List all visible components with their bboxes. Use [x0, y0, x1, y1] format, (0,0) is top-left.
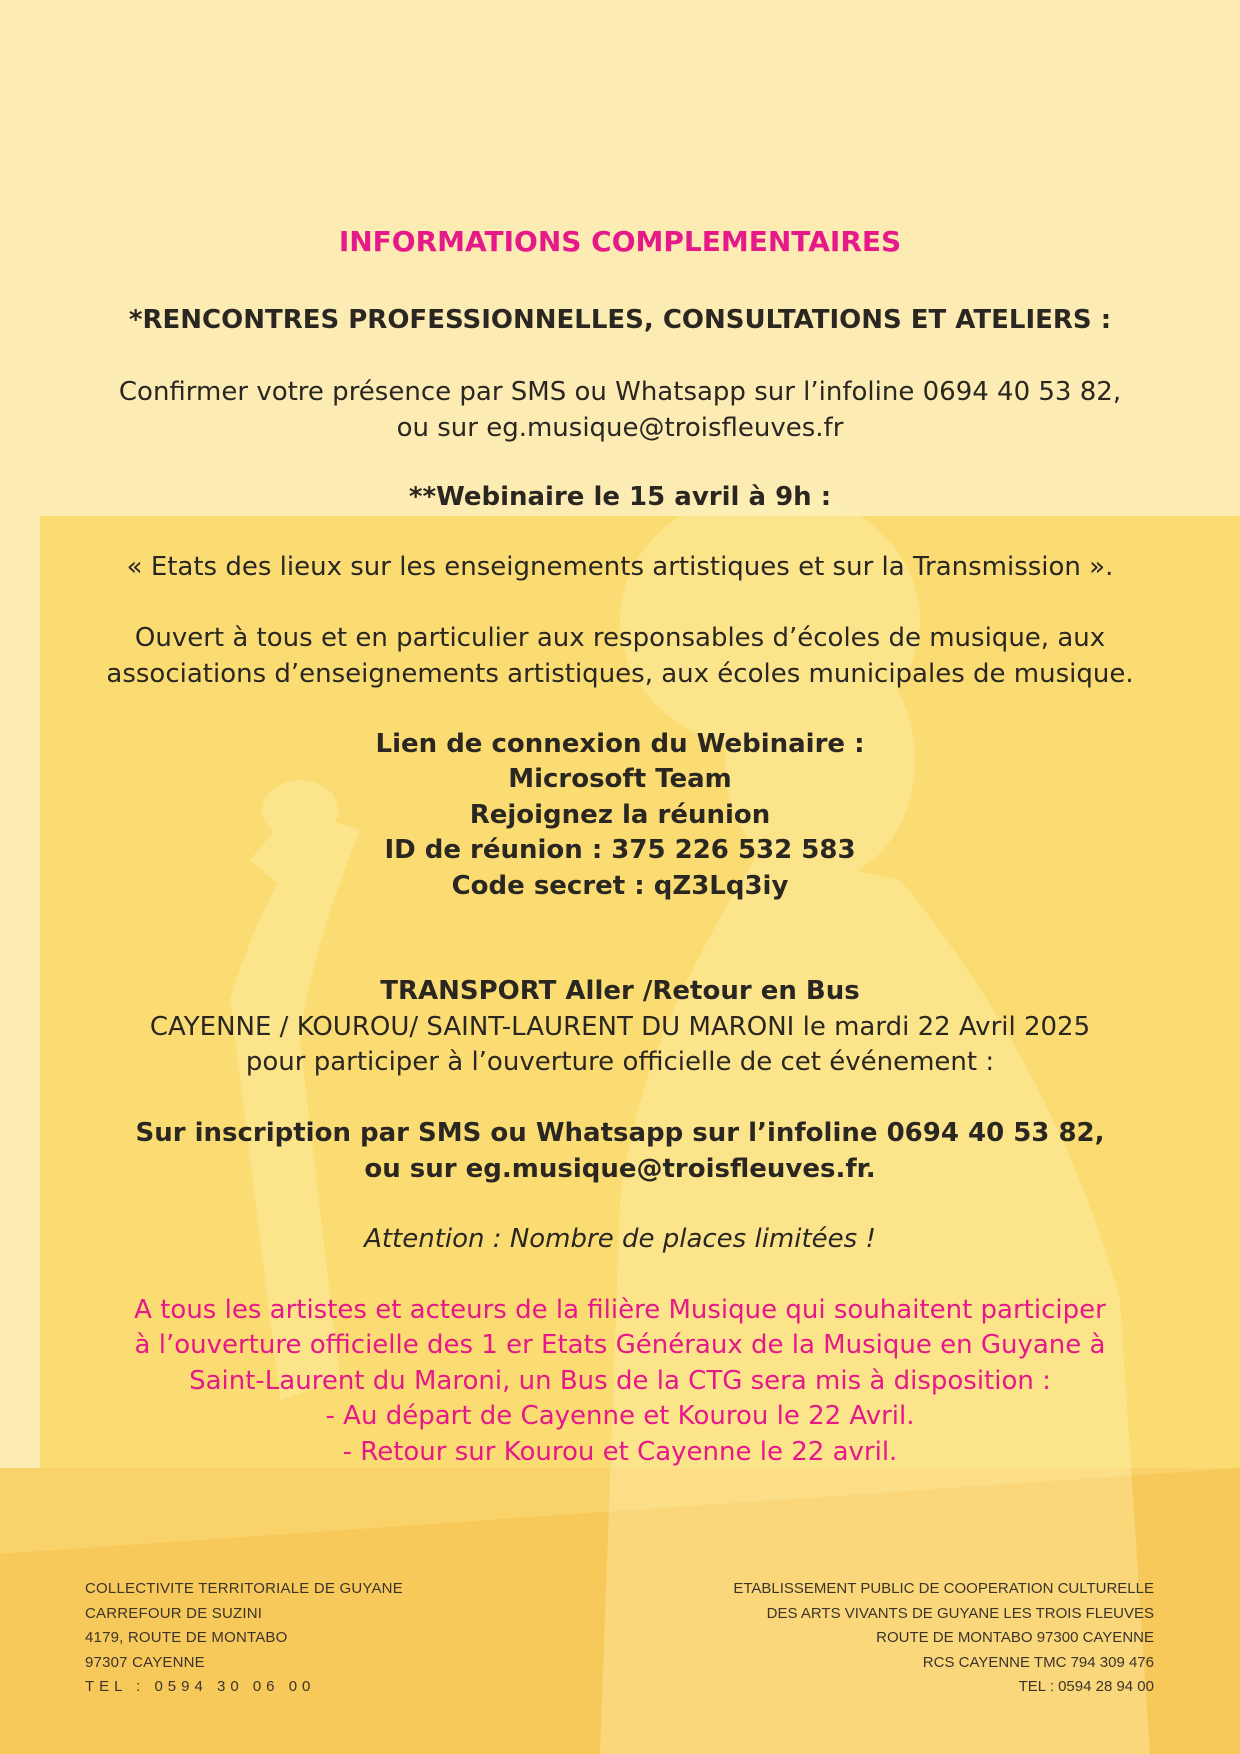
rencontres-line-2: ou sur eg.musique@troisfleuves.fr: [396, 413, 844, 443]
notice-line-5: - Retour sur Kourou et Cayenne le 22 avril.: [342, 1437, 898, 1467]
transport-route: CAYENNE / KOUROU/ SAINT-LAURENT DU MARONI le mardi 22 Avril 2025: [149, 1012, 1091, 1042]
places-warning: Attention : Nombre de places limitées !: [364, 1224, 876, 1254]
rencontres-line-1: Confirmer votre présence par SMS ou Whatsapp sur l’infoline 0694 40 53 82,: [118, 377, 1122, 407]
transport-purpose: pour participer à l’ouverture officielle de cet événement :: [245, 1047, 995, 1077]
webinaire-join-link[interactable]: Rejoignez la réunion: [469, 800, 771, 830]
footer-left-line-2: CARREFOUR DE SUZINI: [85, 1604, 263, 1622]
footer-address-trois-fleuves: [733, 1577, 1154, 1700]
page-title: INFORMATIONS COMPLEMENTAIRES: [338, 225, 902, 258]
footer-left-line-4: 97307 CAYENNE: [85, 1653, 205, 1671]
footer-right-line-2: DES ARTS VIVANTS DE GUYANE LES TROIS FLEUVES: [766, 1604, 1154, 1622]
notice-line-2: à l’ouverture officielle des 1 er Etats Généraux de la Musique en Guyane à: [134, 1330, 1106, 1360]
webinaire-passcode: Code secret : qZ3Lq3iy: [451, 871, 789, 901]
notice-line-1: A tous les artistes et acteurs de la filière Musique qui souhaitent participer: [134, 1295, 1106, 1325]
webinaire-open-line-2: associations d’enseignements artistiques, aux écoles municipales de musique.: [106, 659, 1134, 689]
footer-address-ctg: [85, 1577, 403, 1700]
footer-right-line-3: ROUTE DE MONTABO 97300 CAYENNE: [876, 1629, 1154, 1646]
rencontres-title: *RENCONTRES PROFESSIONNELLES, CONSULTATIONS ET ATELIERS :: [128, 305, 1112, 335]
notice-line-4: - Au départ de Cayenne et Kourou le 22 Avril.: [325, 1401, 915, 1431]
webinaire-link-label: Lien de connexion du Webinaire :: [375, 729, 865, 759]
footer-left-line-3: 4179, ROUTE DE MONTABO: [85, 1629, 288, 1646]
webinaire-title: **Webinaire le 15 avril à 9h :: [408, 482, 832, 512]
transport-title-bold: TRANSPORT: [380, 976, 557, 1006]
webinaire-subject: « Etats des lieux sur les enseignements artistiques et sur la Transmission ».: [126, 552, 1114, 582]
webinaire-open-line-1: Ouvert à tous et en particulier aux responsables d’écoles de musique, aux: [134, 623, 1106, 653]
footer-right-phone: TEL : 0594 28 94 00: [1018, 1678, 1154, 1695]
transport-title: [40, 973, 1200, 1009]
transport-register-line-1: Sur inscription par SMS ou Whatsapp sur l’infoline 0694 40 53 82,: [135, 1118, 1105, 1148]
webinaire-platform: Microsoft Team: [508, 764, 732, 794]
transport-title-rest: Aller /Retour en Bus: [556, 976, 860, 1006]
footer-right-line-4: RCS CAYENNE TMC 794 309 476: [922, 1653, 1154, 1671]
notice-line-3: Saint-Laurent du Maroni, un Bus de la CTG sera mis à disposition :: [189, 1366, 1051, 1396]
transport-register-line-2: ou sur eg.musique@troisfleuves.fr.: [364, 1154, 876, 1184]
footer-left-line-1: COLLECTIVITE TERRITORIALE DE GUYANE: [85, 1580, 403, 1597]
footer-right-line-1: ETABLISSEMENT PUBLIC DE COOPERATION CULTURELLE: [733, 1580, 1154, 1597]
webinaire-meeting-id: ID de réunion : 375 226 532 583: [384, 835, 856, 865]
footer-left-phone: TEL : 0594 30 06 00: [85, 1678, 316, 1695]
